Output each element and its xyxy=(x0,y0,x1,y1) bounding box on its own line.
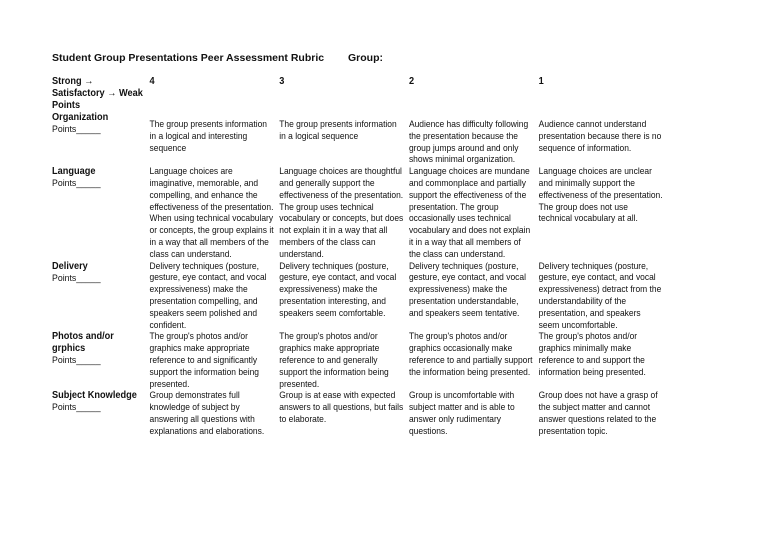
criterion-name: Language xyxy=(52,166,96,178)
criterion-organization xyxy=(52,112,150,166)
level-header-3: 3 xyxy=(279,76,285,87)
group-label: Group: xyxy=(348,52,383,64)
descriptor-cell: Delivery techniques (posture, gesture, eye contact, and vocal expressiveness) make the presentation compelling, and speakers seem polished and confident. xyxy=(149,260,267,330)
descriptor-cell: The group presents information in a logical and interesting sequence xyxy=(149,119,267,153)
descriptor-cell: The group's photos and/or graphics minimally make reference to and support the information being presented. xyxy=(538,331,646,377)
criterion-subject-knowledge xyxy=(52,390,150,437)
descriptor-cell: The group's photos and/or graphics make appropriate reference to and generally support the information being presented. xyxy=(279,331,389,389)
descriptor-cell: Group is uncomfortable with subject matter and is able to answer only rudimentary questions. xyxy=(408,390,515,436)
descriptor-cell: Delivery techniques (posture, gesture, eye contact, and vocal expressiveness) make the presentation understandable, and speakers seem tentative. xyxy=(408,260,526,318)
scale-label: Strong → Satisfactory → Weak Points xyxy=(52,76,143,111)
rubric-table xyxy=(52,76,668,438)
descriptor-cell: Group demonstrates full knowledge of subject by answering all questions with explanations and elaborations. xyxy=(149,390,265,436)
descriptor-cell: Language choices are thoughtful and generally support the effectiveness of the presentation. The group uses technical vocabulary or concepts, but does not explain it in a way that all members of the class can understand. xyxy=(279,166,404,259)
criterion-language xyxy=(52,166,150,260)
criterion-points: Points_____ xyxy=(52,124,101,135)
criterion-name: Organization xyxy=(52,112,109,123)
level-header-4: 4 xyxy=(149,76,155,87)
criterion-points: Points_____ xyxy=(52,272,101,284)
title-row xyxy=(52,52,383,64)
descriptor-cell: Language choices are unclear and minimally support the effectiveness of the presentation. The group does not use technical vocabulary at all. xyxy=(538,166,663,224)
descriptor-cell: Audience cannot understand presentation because there is no sequence of information. xyxy=(538,119,662,153)
descriptor-cell: The group's photos and/or graphics make appropriate reference to and significantly support the information being presented. xyxy=(149,331,260,389)
level-header-1: 1 xyxy=(538,76,544,87)
descriptor-cell: Language choices are mundane and commonplace and partially support the effectiveness of the presentation. The group occasionally uses technical vocabulary and does not explain it in a way that all members of the class can understand. xyxy=(408,166,531,259)
level-header-2: 2 xyxy=(408,76,415,87)
criterion-name: Subject Knowledge xyxy=(52,390,137,402)
descriptor-cell: Audience has difficulty following the presentation because the group jumps around and only shows minimal organization. xyxy=(408,119,529,165)
descriptor-cell: The group's photos and/or graphics occasionally make reference to and partially support the information being presented. xyxy=(408,331,533,377)
descriptor-cell: Delivery techniques (posture, gesture, eye contact, and vocal expressiveness) make the presentation interesting, and speakers seem comfortable. xyxy=(279,260,397,318)
descriptor-cell: Language choices are imaginative, memorable, and compelling, and enhance the effectiveness of the presentation. When using technical vocabulary or concepts, the group explains it in a way that all members of the class can understand. xyxy=(149,166,274,259)
criterion-name: Photos and/or grphics xyxy=(52,331,114,355)
criterion-name: Delivery xyxy=(52,260,88,272)
criterion-points: Points_____ xyxy=(52,178,101,190)
descriptor-cell: Delivery techniques (posture, gesture, eye contact, and vocal expressiveness) detract from the understandability of the presentation, and speakers seem uncomfortable. xyxy=(538,260,662,330)
descriptor-cell: Group does not have a grasp of the subject matter and cannot answer questions related to the presentation topic. xyxy=(538,390,658,436)
criterion-points: Points_____ xyxy=(52,355,101,367)
criterion-delivery xyxy=(52,261,150,332)
document-title: Student Group Presentations Peer Assessment Rubric xyxy=(52,52,325,64)
criterion-photos xyxy=(52,331,150,390)
descriptor-cell: The group presents information in a logical sequence xyxy=(279,119,397,141)
criterion-points: Points_____ xyxy=(52,402,101,414)
descriptor-cell: Group is at ease with expected answers to all questions, but fails to elaborate. xyxy=(279,390,404,424)
